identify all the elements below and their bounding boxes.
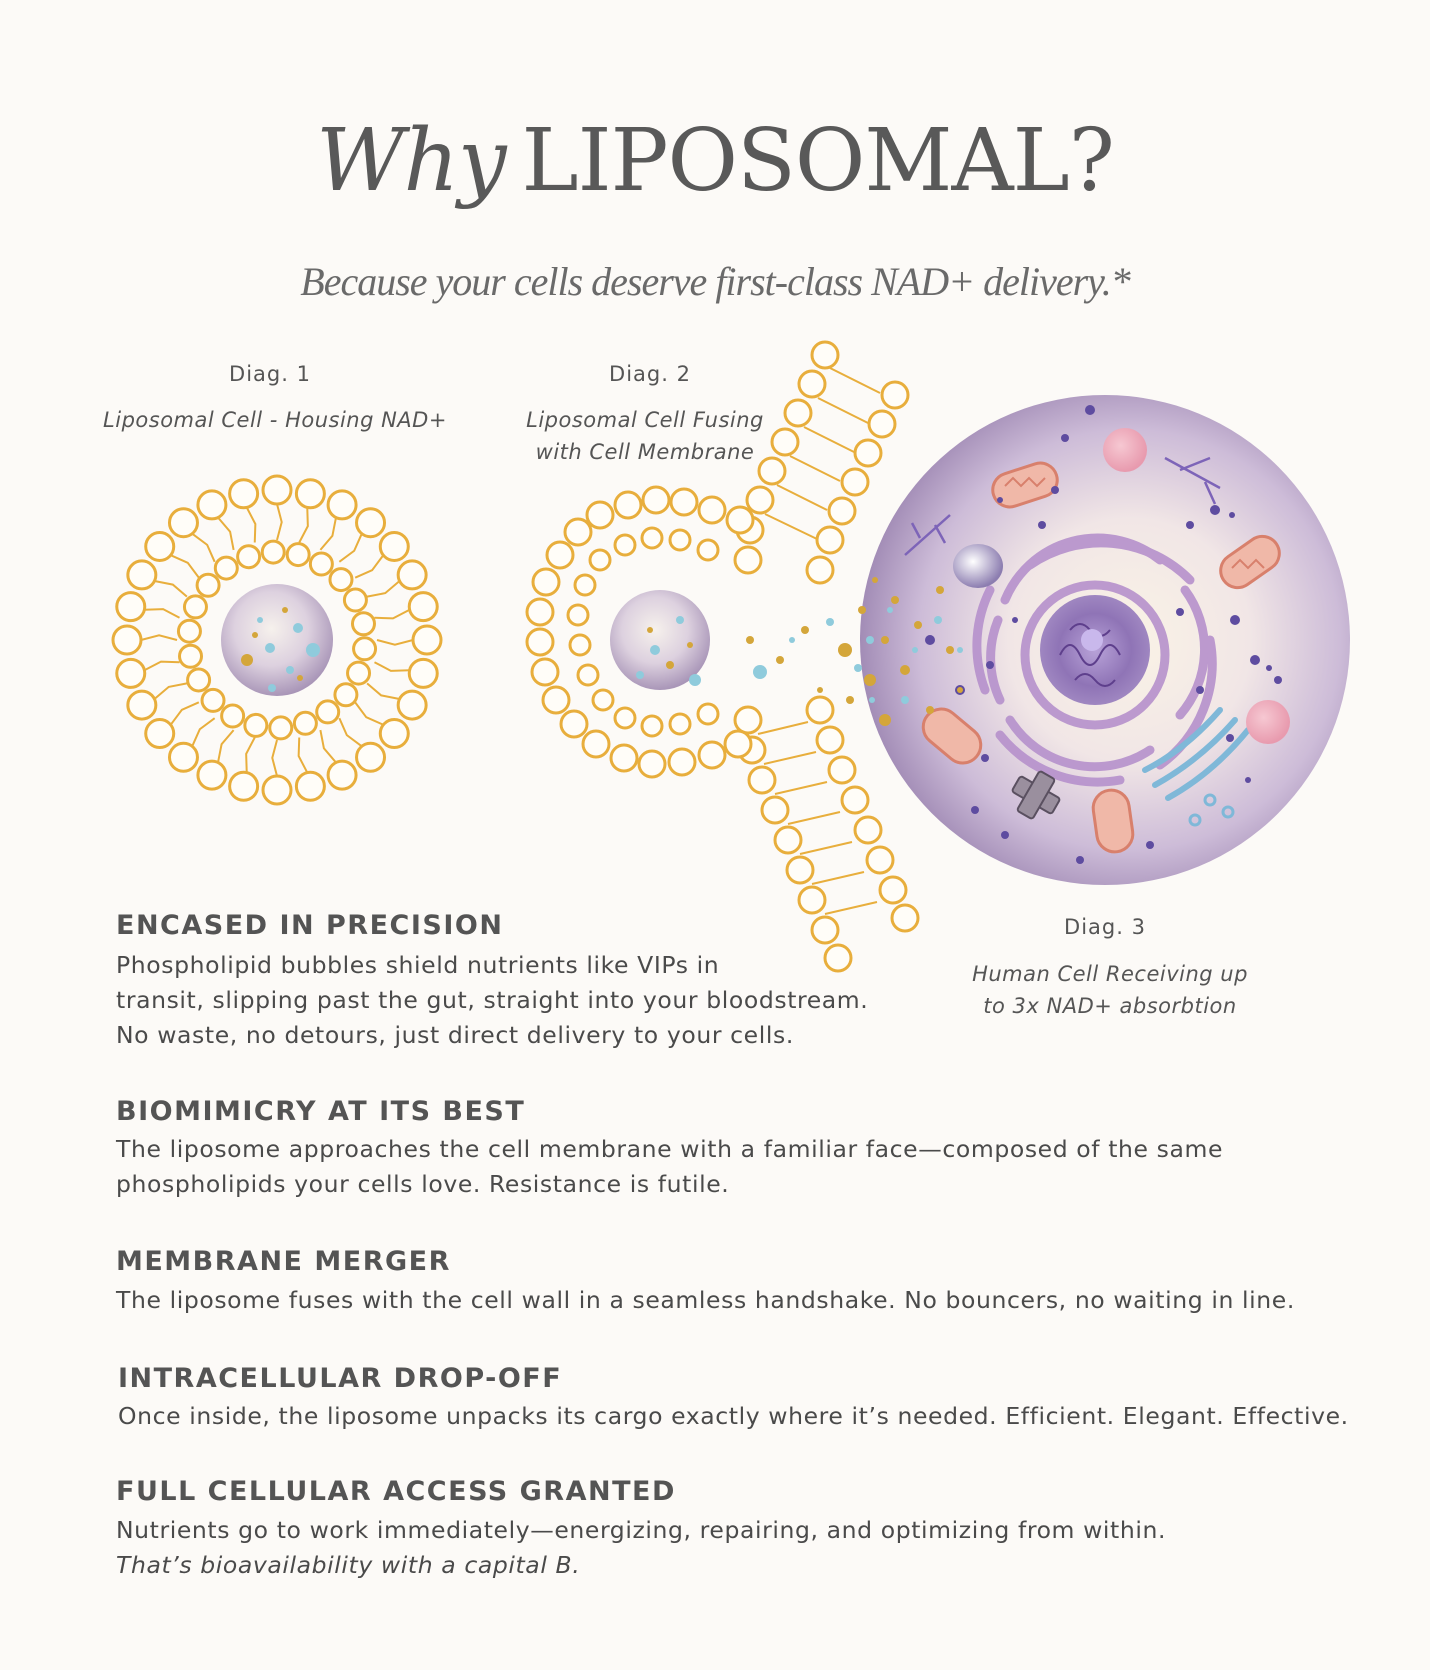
lipid-tail: [339, 718, 361, 746]
vacuole-icon: [953, 544, 1003, 588]
lipid-tail: [367, 683, 399, 699]
lipid-tail: [320, 730, 336, 762]
section-body: [116, 1513, 1166, 1583]
section-italic-line: That’s bioavailability with a capital B.: [116, 1551, 581, 1579]
section-body-line: Phospholipid bubbles shield nutrients like VIPs in: [116, 951, 720, 979]
lipid-tail: [374, 610, 409, 619]
lipid-tail: [218, 730, 234, 762]
lipid-head-outer: [169, 743, 197, 771]
lipid-tail: [144, 609, 179, 618]
section-body: [116, 948, 868, 1053]
section-heading: ENCASED IN PRECISION: [116, 910, 504, 941]
diag-1-caption-line: Liposomal Cell - Housing NAD+: [103, 408, 447, 432]
section-heading: MEMBRANE MERGER: [116, 1246, 451, 1277]
diag-2-caption-line: with Cell Membrane: [535, 440, 755, 464]
lipid-head-outer: [263, 776, 291, 804]
lysosome-icon: [1103, 428, 1147, 472]
lipid-head-outer: [198, 761, 226, 789]
lipid-tail: [171, 555, 199, 577]
lipid-head-outer: [230, 772, 258, 800]
section-body: [116, 1132, 1223, 1202]
lipid-head-inner: [317, 701, 339, 723]
diag-2-caption-line: Liposomal Cell Fusing: [526, 408, 764, 432]
lipid-head-inner: [184, 596, 206, 618]
lipid-head-inner: [197, 574, 219, 596]
lipid-tail: [247, 507, 256, 542]
lipid-tail: [377, 640, 413, 645]
lipid-tail: [299, 507, 308, 542]
section-body-line: The liposome fuses with the cell wall in a seamless handshake. No bouncers, no waiting in line.: [116, 1286, 1295, 1314]
lipid-head-outer: [296, 772, 324, 800]
lipid-tail: [299, 737, 308, 772]
lipid-tail: [154, 581, 186, 597]
lipid-head-inner: [344, 589, 366, 611]
lipid-head-inner: [262, 541, 284, 563]
lipid-head-outer: [198, 491, 226, 519]
lipid-tail: [355, 702, 383, 724]
lipid-head-outer: [413, 626, 441, 654]
lipid-head-outer: [230, 480, 258, 508]
lipid-head-inner: [178, 620, 200, 642]
lipid-head-inner: [352, 613, 374, 635]
section-body-line: The liposome approaches the cell membrane with a familiar face—composed of the same: [116, 1135, 1224, 1163]
lipid-head-inner: [180, 645, 202, 667]
lipid-head-inner: [238, 546, 260, 568]
lipid-tail: [218, 517, 234, 549]
section-heading: INTRACELLULAR DROP-OFF: [118, 1363, 563, 1394]
lipid-head-outer: [409, 593, 437, 621]
lipid-tail: [246, 737, 255, 772]
section-body-line: Once inside, the liposome unpacks its cargo exactly where it’s needed. Efficient. Elegant. Effective.: [118, 1402, 1349, 1430]
lipid-head-outer: [146, 532, 174, 560]
lipid-head-outer: [146, 720, 174, 748]
section-body-line: Nutrients go to work immediately—energizing, repairing, and optimizing from within.: [116, 1516, 1167, 1544]
diag-1-label: Diag. 1: [229, 362, 311, 386]
lipid-head-inner: [202, 689, 224, 711]
lipid-head-outer: [117, 593, 145, 621]
section-body-line: No waste, no detours, just direct delivery to your cells.: [116, 1021, 794, 1049]
human-cell-icon: [860, 395, 1350, 885]
lipid-head-outer: [380, 532, 408, 560]
lipid-head-inner: [215, 557, 237, 579]
section-heading: FULL CELLULAR ACCESS GRANTED: [116, 1476, 676, 1507]
lipid-head-outer: [117, 659, 145, 687]
fusing-liposome-icon: [527, 487, 753, 777]
lipid-head-outer: [296, 480, 324, 508]
lipid-head-outer: [263, 476, 291, 504]
lysosome-icon: [1246, 700, 1290, 744]
section-body-line: transit, slipping past the gut, straight into your bloodstream.: [116, 986, 869, 1014]
lipid-tail: [141, 635, 177, 640]
lipid-tail: [154, 683, 186, 699]
lipid-tail: [144, 662, 179, 671]
lipid-head-outer: [169, 509, 197, 537]
lipid-head-outer: [380, 720, 408, 748]
lipid-head-outer: [128, 691, 156, 719]
lipid-tail: [277, 504, 282, 540]
page-subtitle: Because your cells deserve first-class NAD+ delivery.*: [300, 259, 1130, 304]
lipid-head-inner: [354, 638, 376, 660]
lipid-head-inner: [348, 662, 370, 684]
lipid-head-inner: [335, 684, 357, 706]
lipid-tail: [192, 718, 214, 746]
liposome-icon: [113, 476, 441, 804]
lipid-head-outer: [357, 509, 385, 537]
section-body: [116, 1283, 1295, 1318]
lipid-head-outer: [409, 659, 437, 687]
lipid-head-outer: [398, 691, 426, 719]
lipid-tail: [355, 555, 383, 577]
lipid-tail: [339, 534, 361, 562]
diag-2-label: Diag. 2: [609, 362, 691, 386]
lipid-tail: [272, 740, 277, 776]
diag-3-label: Diag. 3: [1064, 915, 1146, 939]
lipid-head-outer: [357, 743, 385, 771]
title-main: LIPOSOMAL?: [521, 111, 1114, 211]
lipid-head-inner: [188, 669, 210, 691]
lipid-head-inner: [287, 544, 309, 566]
lipid-head-inner: [330, 569, 352, 591]
lipid-tail: [374, 662, 409, 671]
nucleus-icon: [1040, 595, 1150, 705]
section-body: [118, 1399, 1349, 1434]
lipid-head-outer: [128, 561, 156, 589]
lipid-head-inner: [310, 553, 332, 575]
lipid-head-outer: [328, 761, 356, 789]
lipid-head-inner: [270, 717, 292, 739]
lipid-head-inner: [245, 714, 267, 736]
lipid-head-inner: [294, 712, 316, 734]
diag-3-caption-line: Human Cell Receiving up: [972, 962, 1248, 986]
lipid-tail: [367, 581, 399, 597]
section-body-line: phospholipids your cells love. Resistance is futile.: [116, 1170, 730, 1198]
lipid-tail: [171, 702, 199, 724]
diag-3-caption-line: to 3x NAD+ absorbtion: [983, 994, 1237, 1018]
centrosome-icon: [1012, 771, 1061, 820]
lipid-tail: [320, 517, 336, 549]
lipid-head-outer: [328, 491, 356, 519]
section-heading: BIOMIMICRY AT ITS BEST: [116, 1096, 526, 1127]
lipid-head-outer: [398, 561, 426, 589]
title-italic: Why: [316, 111, 506, 211]
lipid-tail: [192, 534, 214, 562]
lipid-head-inner: [222, 705, 244, 727]
lipid-head-outer: [113, 626, 141, 654]
